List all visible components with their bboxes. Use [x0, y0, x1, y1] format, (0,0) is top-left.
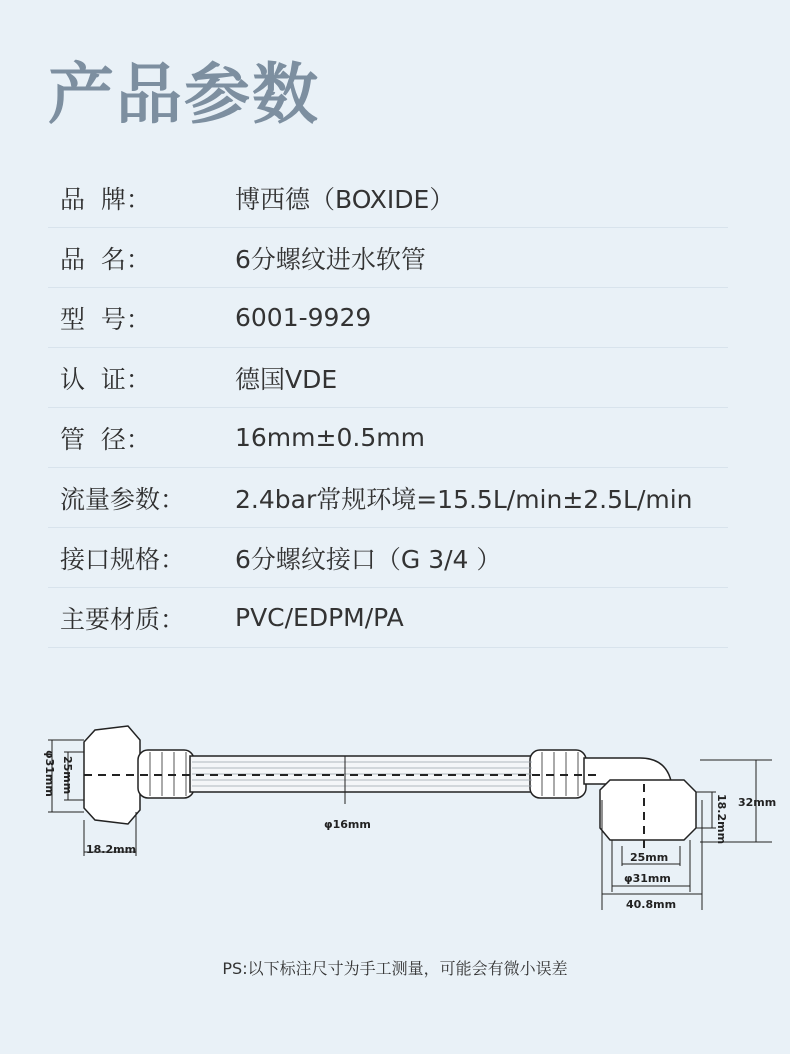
spec-label: 型 号：	[60, 304, 151, 334]
spec-value: 博西德（BOXIDE）	[235, 184, 455, 214]
dim-label-left-25: 25mm	[61, 756, 74, 795]
spec-value: 6分螺纹进水软管	[235, 244, 426, 274]
spec-label: 认 证：	[60, 364, 151, 394]
page-title: 产品参数	[48, 56, 320, 133]
spec-value: 16mm±0.5mm	[235, 423, 425, 452]
measurement-note: PS:以下标注尺寸为手工测量，可能会有微小误差	[222, 959, 568, 978]
spec-value: 德国VDE	[235, 364, 338, 394]
spec-value: 2.4bar常规环境=15.5L/min±2.5L/min	[235, 484, 693, 514]
spec-row-material	[48, 588, 728, 648]
spec-label: 流量参数：	[60, 484, 186, 514]
spec-label: 品 牌：	[60, 184, 151, 214]
dim-label-left-18: 18.2mm	[86, 843, 137, 856]
spec-value: 6分螺纹接口（G 3/4 ）	[235, 544, 502, 574]
spec-row-brand	[48, 168, 728, 228]
right-nut	[600, 780, 696, 840]
spec-label: 管 径：	[60, 424, 151, 454]
dim-label-right-32: 32mm	[738, 796, 777, 809]
spec-row-certification	[48, 348, 728, 408]
spec-table	[48, 168, 728, 648]
spec-value: 6001-9929	[235, 303, 372, 332]
spec-row-name	[48, 228, 728, 288]
dim-label-right-18: 18.2mm	[715, 794, 728, 845]
spec-label: 主要材质：	[60, 604, 186, 634]
spec-label: 接口规格：	[60, 544, 186, 574]
dim-label-right-40: 40.8mm	[626, 898, 677, 911]
dim-label-left-31: φ31mm	[43, 750, 56, 797]
hose-dimension-diagram	[0, 700, 790, 940]
dim-label-right-25: 25mm	[630, 851, 669, 864]
spec-row-flow	[48, 468, 728, 528]
spec-row-interface	[48, 528, 728, 588]
spec-value: PVC/EDPM/PA	[235, 603, 404, 632]
dim-label-right-31: φ31mm	[624, 872, 671, 885]
spec-label: 品 名：	[60, 244, 151, 274]
spec-row-model	[48, 288, 728, 348]
spec-row-diameter	[48, 408, 728, 468]
dim-label-hose: φ16mm	[324, 818, 371, 831]
